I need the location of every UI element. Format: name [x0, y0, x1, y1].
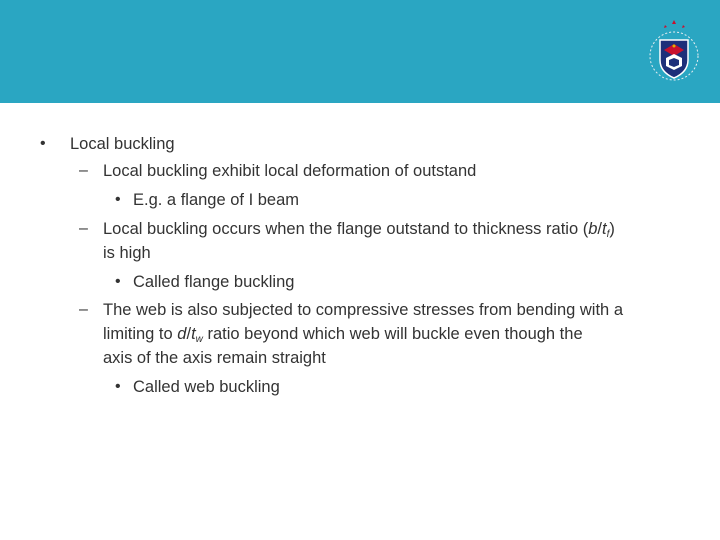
bullet-l3-text: Called web buckling [133, 378, 280, 396]
bullet-l2-text: The web is also subjected to compressive stresses from bending with a [103, 301, 623, 319]
bullet-l2-text-cont: axis of the axis remain straight [103, 349, 326, 367]
bullet-marker: • [115, 378, 121, 395]
dash-marker: – [79, 301, 88, 318]
bullet-l2-text: Local buckling exhibit local deformation of outstand [103, 162, 477, 180]
bullet-l3-text: Called flange buckling [133, 273, 295, 291]
bullet-l2-text-cont: limiting to $d/t_w$ ratio beyond which web will buckle even though the [103, 325, 583, 345]
bullet-marker: • [40, 135, 46, 152]
bullet-l2-text: Local buckling occurs when the flange outstand to thickness ratio $(b/t_f)$ [103, 220, 615, 240]
bullet-marker: • [115, 273, 121, 290]
bullet-l2-text-cont: is high [103, 244, 151, 262]
bullet-l1-text: Local buckling [70, 135, 175, 153]
dash-marker: – [79, 162, 88, 179]
bullet-marker: • [115, 191, 121, 208]
bullet-l3-text: E.g. a flange of I beam [133, 191, 300, 209]
dash-marker: – [79, 220, 88, 237]
